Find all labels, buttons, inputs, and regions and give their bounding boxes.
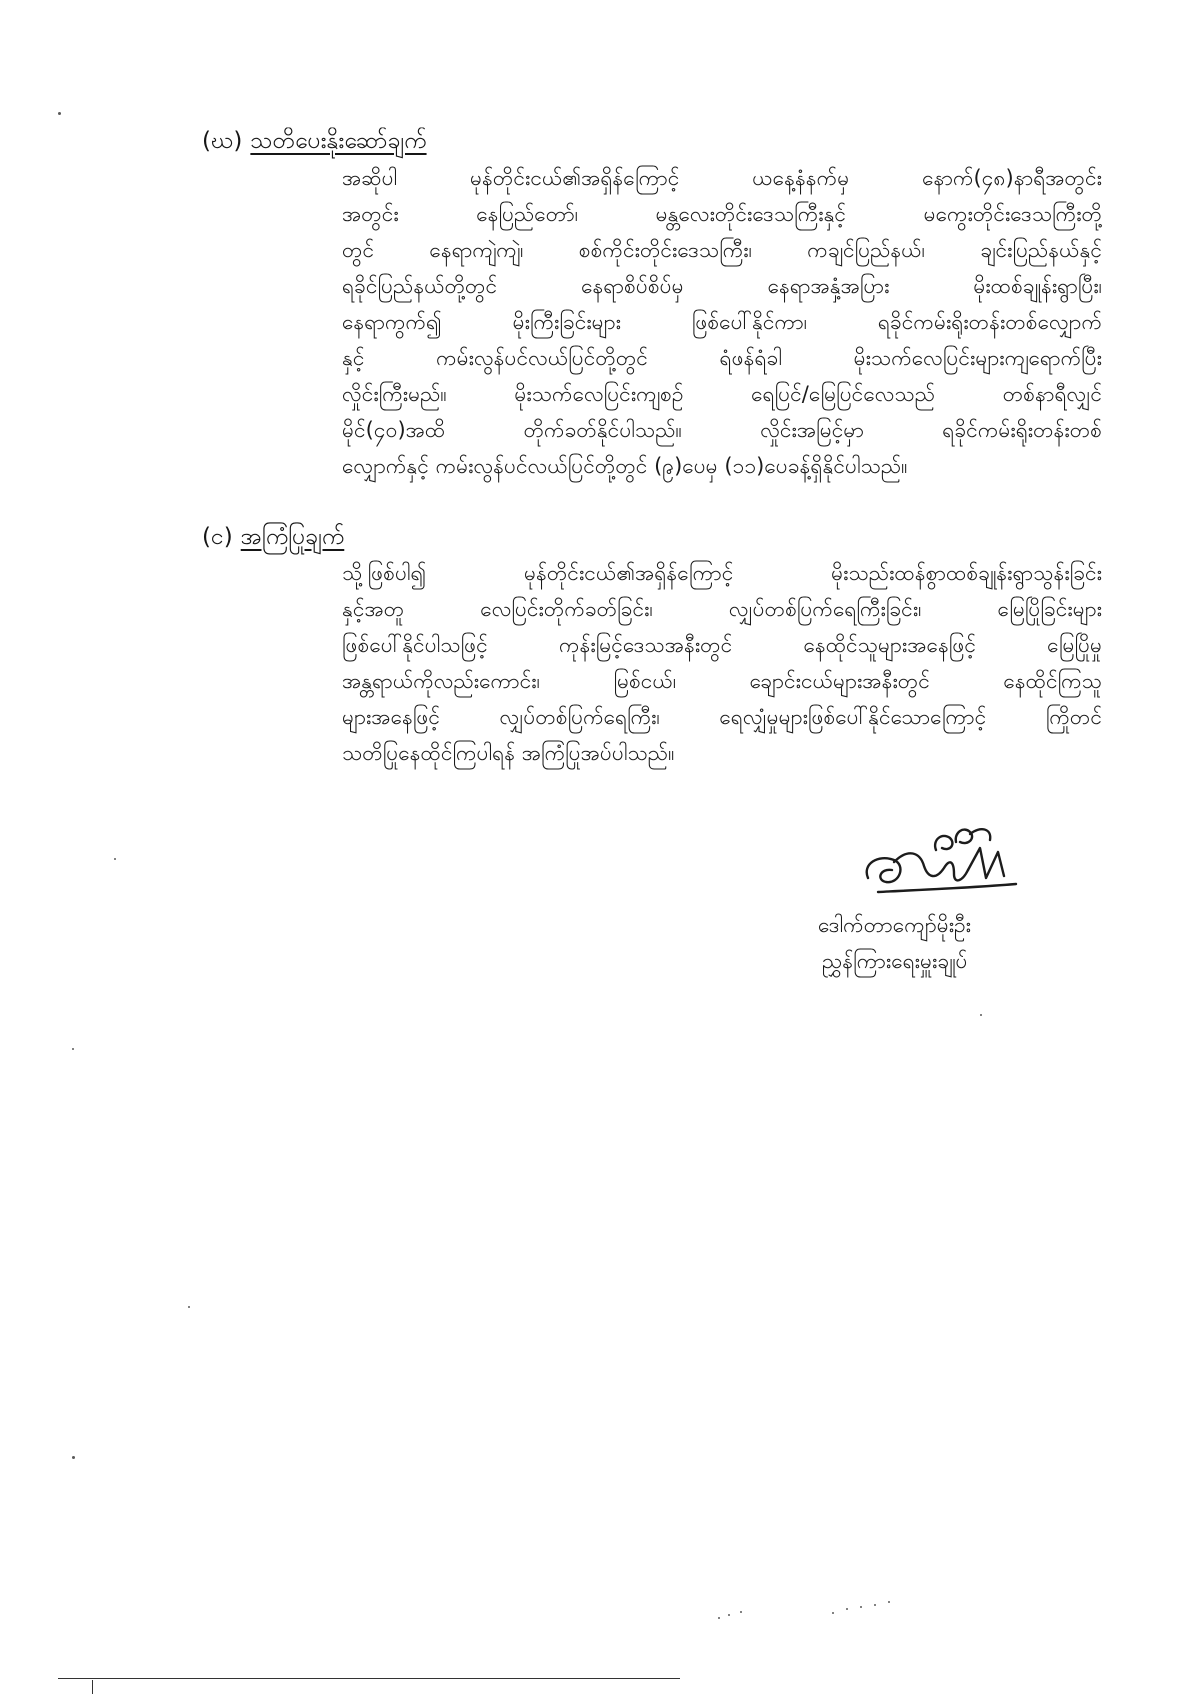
paragraph-line: သတိပြုနေထိုင်ကြပါရန် အကြံပြုအပ်ပါသည်။ [342,741,675,765]
scan-speck [980,1014,982,1016]
paragraph-line: အဆိုပါ မုန်တိုင်းငယ်၏အရှိန်ကြောင့် ယနေ့နံနက်မှ နောက်(၄၈)နာရီအတွင်း [342,166,1102,190]
scan-speck [72,1048,74,1050]
scan-speck [888,1601,890,1603]
signer-title: ညွှန်ကြားရေးမှူးချုပ် [822,949,968,973]
scan-speck [718,1617,720,1619]
bottom-tick [92,1680,93,1694]
paragraph-line: ရခိုင်ပြည်နယ်တို့တွင် နေရာစိပ်စိပ်မှ နေရာအနှံ့အပြား မိုးထစ်ချုန်းရွာပြီး၊ [342,274,1102,298]
paragraph-line: နှင့်အတူ လေပြင်းတိုက်ခတ်ခြင်း၊ လျှပ်တစ်ပြက်ရေကြီးခြင်း၊ မြေပြိုခြင်းများ [342,597,1102,621]
paragraph-line: သို့ဖြစ်ပါ၍ မုန်တိုင်းငယ်၏အရှိန်ကြောင့် မိုးသည်းထန်စွာထစ်ချုန်းရွာသွန်းခြင်း [342,561,1102,585]
scan-speck [728,1614,730,1616]
scan-speck [832,1612,834,1614]
paragraph-line: တွင် နေရာကျဲကျဲ၊ စစ်ကိုင်းတိုင်းဒေသကြီး၊ ကချင်ပြည်နယ်၊ ချင်းပြည်နယ်နှင့် [342,238,1102,262]
handwritten-signature [858,818,1038,906]
section-heading-warning [202,126,427,156]
paragraph-line: အတွင်း နေပြည်တော်၊ မန္တလေးတိုင်းဒေသကြီးနှင့် မကွေးတိုင်းဒေသကြီးတို့ [342,202,1102,226]
scan-speck [72,1456,75,1459]
paragraph-line: လှိုင်းကြီးမည်။ မိုးသက်လေပြင်းကျစဉ် ရေပြင်/မြေပြင်လေသည် တစ်နာရီလျှင် [342,382,1102,406]
section-title: အကြံပြုချက် [240,524,345,550]
paragraph-line: နှင့် ကမ်းလွန်ပင်လယ်ပြင်တို့တွင် ရံဖန်ရံခါ မိုးသက်လေပြင်းများကျရောက်ပြီး [342,346,1102,370]
scan-speck [740,1611,742,1613]
scan-speck [846,1608,848,1610]
scan-speck [188,1306,190,1308]
section-number: (ဃ) [202,128,243,154]
paragraph-line: လျှောက်နှင့် ကမ်းလွန်ပင်လယ်ပြင်တို့တွင် (၉)ပေမှ (၁၁)ပေခန့်ရှိနိုင်ပါသည်။ [342,454,908,478]
section-heading-advice [202,522,344,552]
section-title: သတိပေးနိုးဆော်ချက် [250,128,427,154]
scan-speck [114,858,116,860]
paragraph-line: မိုင်(၄၀)အထိ တိုက်ခတ်နိုင်ပါသည်။ လှိုင်းအမြင့်မှာ ရခိုင်ကမ်းရိုးတန်းတစ် [342,418,1102,442]
section-number: (င) [202,524,233,550]
scan-speck [860,1606,862,1608]
paragraph-line: ဖြစ်ပေါ်နိုင်ပါသဖြင့် ကုန်းမြင့်ဒေသအနီးတွင် နေထိုင်သူများအနေဖြင့် မြေပြိုမှု [342,633,1102,657]
bottom-rule [58,1678,680,1679]
paragraph-line: အန္တရာယ်ကိုလည်းကောင်း၊ မြစ်ငယ်၊ ချောင်းငယ်များအနီးတွင် နေထိုင်ကြသူ [342,669,1102,693]
scan-speck [58,112,61,115]
paragraph-line: များအနေဖြင့် လျှပ်တစ်ပြက်ရေကြီး၊ ရေလျှံမှုများဖြစ်ပေါ်နိုင်သောကြောင့် ကြိုတင် [342,705,1102,729]
paragraph-line: နေရာကွက်၍ မိုးကြီးခြင်းများ ဖြစ်ပေါ်နိုင်ကာ၊ ရခိုင်ကမ်းရိုးတန်းတစ်လျှောက် [342,310,1102,334]
signer-name: ဒေါက်တာကျော်မိုးဦး [818,913,972,937]
scan-speck [874,1604,876,1606]
